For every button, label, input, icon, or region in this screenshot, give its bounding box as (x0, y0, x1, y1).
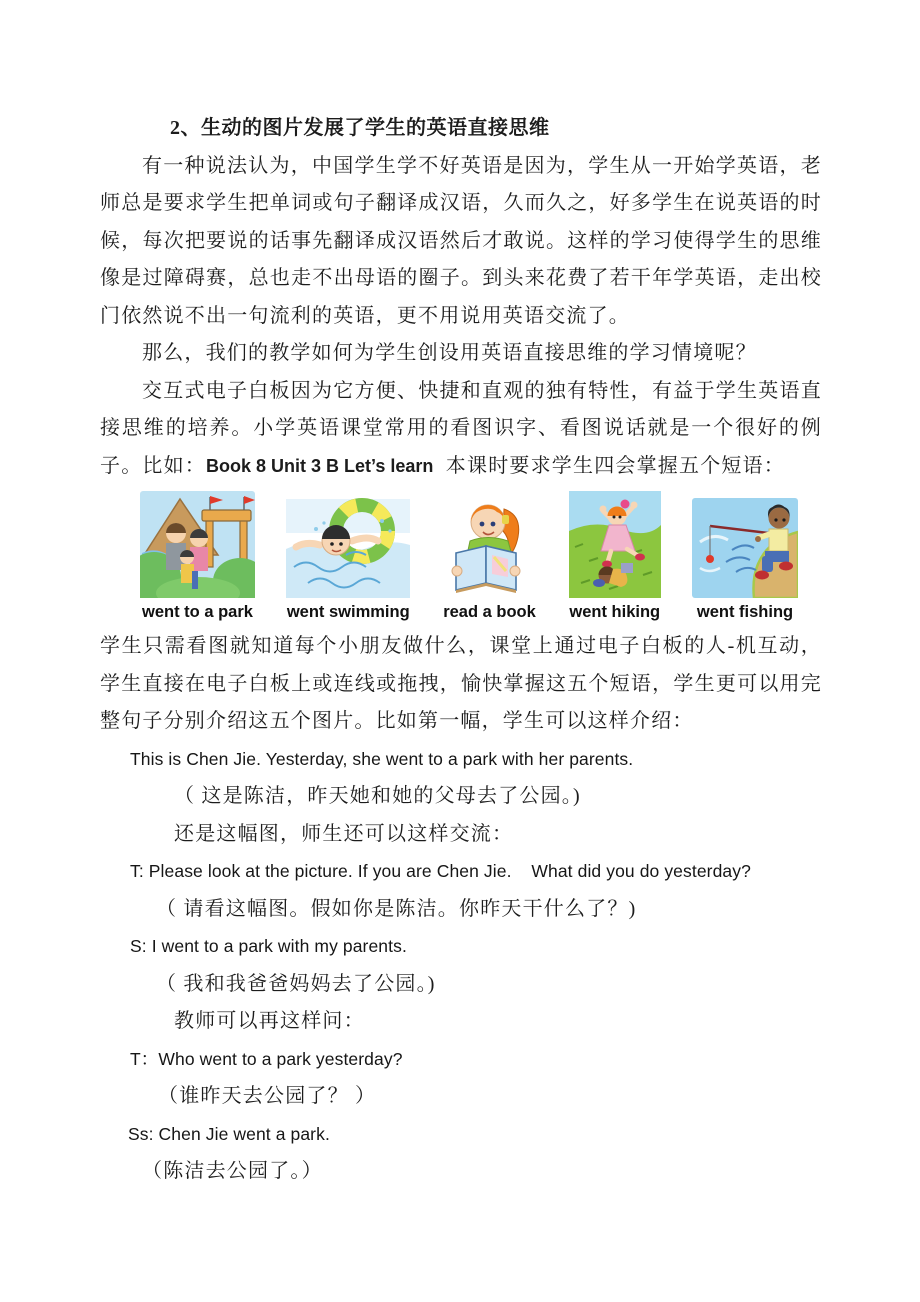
phrase-card-reading (442, 491, 538, 626)
dialogue-student-line: S: I went to a park with my parents. (130, 936, 407, 956)
dialogue-translation: （ 这是陈洁，昨天她和她的父母去了公园。) (174, 785, 581, 807)
phrase-card-hiking (569, 491, 661, 626)
phrase-caption: went hiking (569, 603, 661, 621)
phrase-card-park (140, 491, 255, 626)
kids-hiking-image (569, 491, 661, 598)
dialogue-transition: 教师可以再这样问： (174, 1010, 365, 1032)
dialogue-translation: （陈洁去公园了。） (142, 1160, 323, 1182)
paragraph-interaction: 学生只需看图就知道每个小朋友做什么，课堂上通过电子白板的人-机互动，学生直接在电子白板上或连线或拖拽，愉快掌握这五个短语，学生更可以用完整句子分别介绍这五个图片。比如第一幅，学生可以这样介绍： (100, 635, 822, 732)
book-unit-reference: Book 8 Unit 3 B Let’s learn (206, 455, 434, 476)
phrase-caption: went swimming (286, 603, 410, 621)
girl-reading-book-image (442, 491, 538, 598)
phrase-caption: read a book (443, 603, 536, 621)
phrase-caption: went fishing (696, 603, 794, 621)
phrase-card-fishing (692, 498, 798, 626)
paragraph-whiteboard-zh-a: 交互式电子白板因为它方便、快捷和直观的独有特性，有益于学生英语直接思维的培养。小学英语课堂常用的看图识字、看图说话就是一个很好的例子。比如： (100, 379, 822, 477)
document-content (100, 110, 822, 1191)
dialogue-students-line: Ss: Chen Jie went a park. (128, 1123, 330, 1144)
dialogue-example-sentence: This is Chen Jie. Yesterday, she went to a park with her parents. (130, 748, 634, 769)
phrase-card-swimming (286, 491, 410, 626)
dialogue-teacher-line: T: Please look at the picture. If you are Chen Jie. What did you do yesterday? (130, 861, 751, 881)
paragraph-intro: 有一种说法认为，中国学生学不好英语是因为，学生从一开始学英语，老师总是要求学生把单词或句子翻译成汉语，久而久之，好多学生在说英语的时候，每次把要说的话事先翻译成汉语然后才敢说。这样的学习使得学生的思维像是过障碍赛，总也走不出母语的圈子。到头来花费了若干年学英语，走出校门依然说不出一句流利的英语，更不用说用英语交流了。 (100, 154, 822, 327)
dialogue-translation: （ 我和我爸爸妈妈去了公园。) (156, 972, 436, 995)
dialogue-transition: 还是这幅图，师生还可以这样交流： (174, 822, 514, 845)
paragraph-whiteboard-zh-b: 本课时要求学生四会掌握五个短语： (433, 454, 785, 477)
boy-swimming-with-ring-image (286, 491, 410, 598)
boy-fishing-image (692, 498, 798, 598)
paragraph-question: 那么，我们的教学如何为学生创设用英语直接思维的学习情境呢？ (142, 342, 757, 364)
phrase-cards-row (140, 491, 798, 626)
dialogue-translation: （ 请看这幅图。假如你是陈洁。你昨天干什么了？) (156, 897, 637, 920)
section-heading: 2、生动的图片发展了学生的英语直接思维 (170, 117, 550, 139)
phrase-caption: went to a park (142, 603, 253, 621)
dialogue-translation: （谁昨天去公园了？ ） (158, 1085, 377, 1107)
family-at-park-gate-image (140, 491, 255, 598)
dialogue-teacher-line: T：Who went to a park yesterday? (130, 1048, 403, 1069)
paragraph-whiteboard (100, 373, 822, 486)
